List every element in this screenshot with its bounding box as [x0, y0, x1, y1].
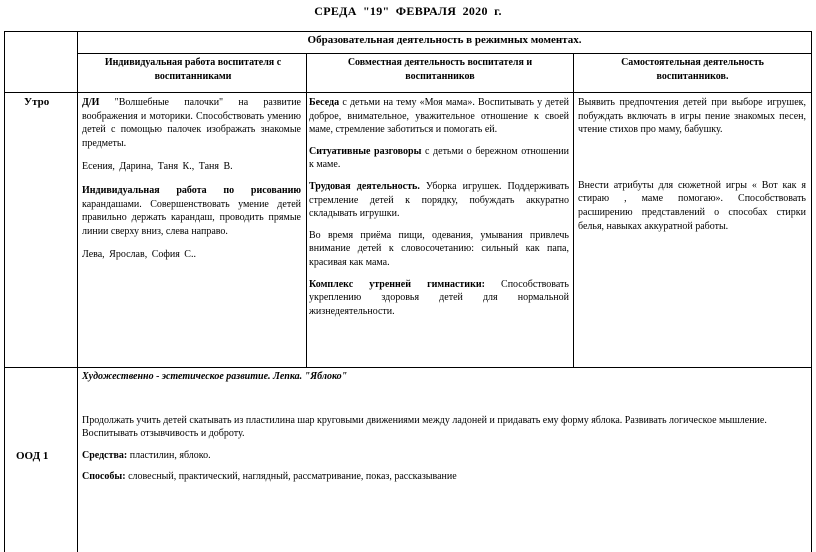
ood-goal: Продолжать учить детей скатывать из пластилина шар круговыми движениями между ладоней и придавать ему форму яблока. Развивать логическое мышление. Воспитывать отзывчивость и доброту. [82, 414, 767, 440]
morning-individual-cell [82, 96, 301, 272]
joint-gymnastics-text: Способствовать укреплению здоровья детей для нормальной жизнедеятельности. [309, 278, 569, 317]
column-header-independent: Самостоятельная деятельность воспитанников. [621, 57, 764, 82]
joint-labor-lead: Трудовая деятельность. [309, 180, 420, 192]
page-title: СРЕДА "19" ФЕВРАЛЯ 2020 г. [314, 4, 502, 18]
joint-conversation-paragraph [309, 96, 569, 137]
column-header-individual: Индивидуальная работа воспитателя с воспитанниками [104, 57, 282, 82]
individual-drawing-text: карандашами. Совершенствовать умение детей правильно держать карандаш, проводить прямые линии сверху вниз, слева направо. [82, 198, 301, 237]
individual-children-list-2: Лева, Ярослав, София С.. [82, 249, 196, 261]
ood-methods [82, 470, 804, 484]
joint-labor-text: Уборка игрушек. Поддерживать стремление детей к порядку, побуждать аккуратно складывать игрушки. [309, 180, 570, 220]
column-header-joint: Совместная деятельность воспитателя и воспитанников [347, 57, 533, 82]
individual-game-text: "Волшебные палочки" на развитие воображения и моторики. Способствовать умению детей с помощью палочек изображать знакомые предметы. [82, 97, 301, 149]
ood-cell [82, 370, 804, 484]
joint-gymnastics-paragraph [309, 278, 569, 319]
individual-children-list-1: Есения, Дарина, Таня К., Таня В. [82, 161, 233, 173]
joint-situational-lead: Ситуативные разговоры [309, 145, 422, 157]
ood-heading: Художественно - эстетическое развитие. Лепка. "Яблоко" [82, 371, 348, 382]
table-header-main: Образовательная деятельность в режимных моментах. [307, 34, 582, 46]
independent-preferences-paragraph: Выявить предпочтения детей при выборе игрушек, побуждать включать в игры пение знакомых песен, чтение стихов про маму, бабушку. [578, 97, 806, 136]
joint-conversation-text: с детьми на тему «Моя мама». Воспитывать у детей доброе, внимательное, уважительное отношение к своей маме, стремление заботиться и помогать ей. [309, 97, 569, 136]
ood-means-label: Средства: [82, 449, 128, 461]
row-label-morning: Утро [24, 96, 50, 108]
morning-independent-cell [578, 96, 806, 233]
ood-methods-label: Способы: [82, 471, 126, 483]
joint-conversation-lead: Беседа [309, 97, 340, 108]
ood-means-text: пластилин, яблоко. [127, 449, 211, 461]
joint-situational-paragraph [309, 145, 569, 172]
joint-gymnastics-lead: Комплекс утренней гимнастики: [309, 278, 485, 290]
ood-means [82, 449, 804, 463]
individual-game-paragraph [82, 96, 301, 150]
morning-joint-cell [309, 96, 569, 326]
individual-drawing-lead: Индивидуальная работа по рисованию [82, 184, 301, 196]
individual-drawing-paragraph [82, 184, 301, 238]
ood-methods-text: словесный, практический, наглядный, рассматривание, показ, рассказывание [125, 471, 457, 483]
joint-labor-paragraph [309, 180, 569, 221]
joint-situational-text: с детьми о бережном отношении к маме. [309, 145, 570, 171]
individual-game-lead: Д/И [82, 97, 100, 108]
independent-roleplay-paragraph: Внести атрибуты для сюжетной игры « Вот как я стираю , маме помогаю». Способствовать расширению представлений о способах стирки белья, навыках аккуратной работы. [578, 179, 806, 232]
joint-meals-paragraph: Во время приёма пищи, одевания, умывания привлечь внимание детей к словосочетанию: сильный как папа, красивая как мама. [309, 229, 569, 268]
row-label-ood: ООД 1 [16, 450, 49, 462]
